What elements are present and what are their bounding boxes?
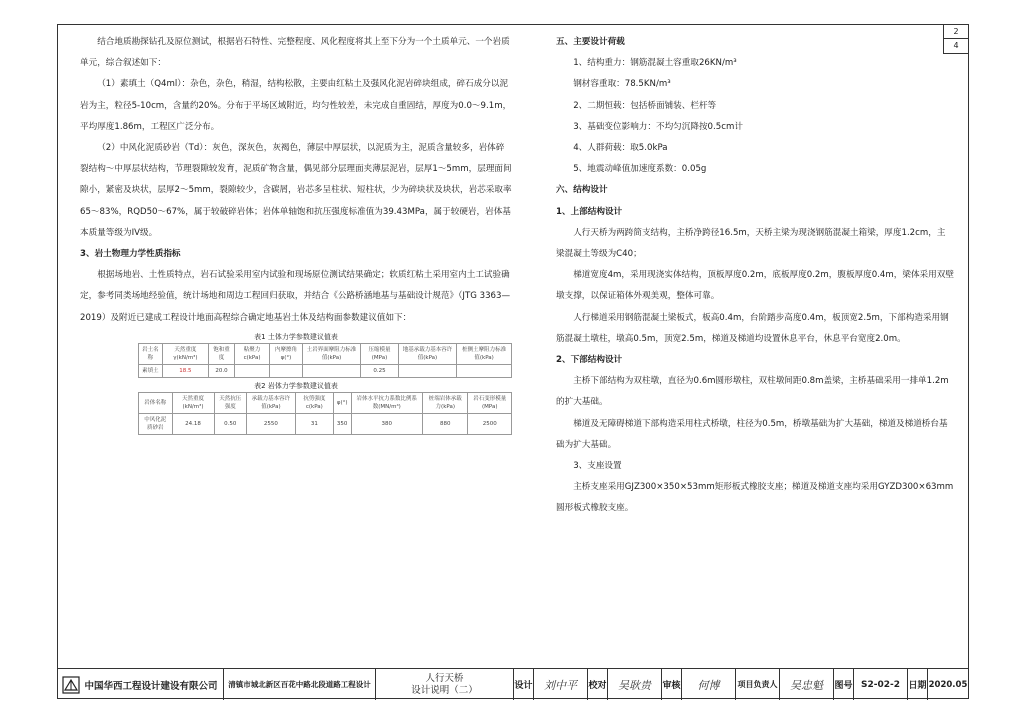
t1-h0: 岩土名称: [139, 343, 163, 364]
t2-h6: 岩体水平抗力系数比例系数(MN/m⁴): [351, 392, 423, 413]
soil-parameter-table: [138, 343, 512, 378]
t2-c4: 31: [295, 413, 333, 434]
drawing-title-1: 人行天桥: [425, 672, 464, 684]
designer-signature: 刘中平: [534, 669, 588, 700]
date-value: 2020.05: [928, 679, 968, 690]
superstructure-p1: 人行天桥为两跨简支结构，主桥净跨径16.5m，天桥主梁为现浇钢筋混凝土箱梁，厚度1.2cm，主梁混凝土等级为C40；: [556, 227, 946, 260]
section-3-heading: 3、岩土物理力学性质指标: [80, 249, 181, 260]
substructure-p1: 主桥下部结构为双柱墩，直径为0.6m圆形墩柱，双柱墩间距0.8m盖梁，主桥基础采用一排单1.2m的扩大基础。: [556, 376, 949, 408]
t2-c2: 0.50: [214, 413, 246, 434]
checker-signature: 吴耿贵: [608, 669, 662, 700]
load-item-3: 3、基础变位影响力：不均匀沉降按0.5cm计: [573, 121, 743, 132]
rock-parameter-table: [138, 392, 512, 435]
t1-c5: [302, 364, 360, 377]
section-6-heading: 六、结构设计: [556, 185, 608, 196]
t2-h7: 桩端岩体承载力(kPa): [423, 392, 468, 413]
superstructure-p2: 梯道宽度4m，采用现浇实体结构，顶板厚度0.2m，底板厚度0.2m，腹板厚度0.4m，梁体采用双壁墩支撑，以保证箱体外观美观，整体可靠。: [556, 270, 954, 302]
drawing-number: S2-02-2: [854, 669, 908, 700]
company-cell: [57, 669, 224, 700]
t2-c3: 2550: [246, 413, 295, 434]
t1-c0: 素填土: [139, 364, 163, 377]
t2-h3: 承载力基本容许值(kPa): [246, 392, 295, 413]
project-name: 清镇市城北新区百花中路北段道路工程设计: [224, 669, 376, 700]
table2-caption: 表2 岩体力学参数建议值表: [254, 381, 338, 390]
t1-c4: [270, 364, 303, 377]
t1-h7: 地基承载力基本容许值(kPa): [398, 343, 456, 364]
t1-c8: [457, 364, 512, 377]
t1-c1: 18.5: [162, 364, 208, 377]
load-item-4: 4、人群荷载：取5.0kPa: [573, 143, 668, 154]
date-label: 日期: [908, 669, 928, 700]
load-item-1b: 钢材容重取：78.5KN/m³: [573, 79, 671, 90]
t2-h2: 天然抗压强度: [214, 392, 246, 413]
table1-data-row: [139, 364, 512, 377]
project-lead-signature: 吴忠魁: [780, 669, 834, 700]
load-item-5: 5、地震动峰值加速度系数：0.05g: [573, 164, 707, 175]
table1-header-row: [139, 343, 512, 364]
t1-c7: [398, 364, 456, 377]
substructure-heading: 2、下部结构设计: [556, 355, 623, 366]
page-total: 4: [953, 41, 959, 50]
t1-h8: 桩侧土摩阻力标准值(kPa): [457, 343, 512, 364]
table2-data-row: [139, 413, 512, 434]
project-lead-label: 项目负责人: [736, 669, 780, 700]
check-label: 校对: [588, 669, 608, 700]
superstructure-p3: 人行梯道采用钢筋混凝土梁板式，板高0.4m，台阶踏步高度0.4m，板顶宽2.5m，下部构造采用钢筋混凝土墩柱，墩高0.5m，顶宽2.5m，梯道及梯道均设置休息平台，休息平台宽度2.0m。: [556, 312, 949, 344]
company-logo-icon: [62, 676, 80, 694]
t2-h0: 岩体名称: [139, 392, 173, 413]
t2-h8: 岩石变形模量(MPa): [468, 392, 512, 413]
bearing-heading: 3、支座设置: [573, 461, 622, 472]
review-label: 审核: [662, 669, 682, 700]
t1-h6: 压缩模量(MPa): [361, 343, 398, 364]
section-5-heading: 五、主要设计荷载: [556, 37, 625, 47]
substructure-p2: 梯道及无障碍梯道下部构造采用柱式桥墩，柱径为0.5m，桥墩基础为扩大基础，梯道及梯道桥台基础为扩大基础。: [556, 418, 948, 450]
fill-soil-paragraph: （1）素填土（Q4ml）：杂色，杂色，稍湿，结构松散，主要由红粘土及强风化泥岩碎块组成，碎石成分以泥岩为主，粒径5-10cm，含量约20%。分布于平场区域附近，均匀性较差，未完成自重固结，厚度为0.0～9.1m，平均厚度1.86m，工程区广泛分布。: [80, 79, 512, 132]
t1-c3: [234, 364, 269, 377]
table1-caption: 表1 土体力学参数建议值表: [254, 332, 338, 341]
right-column: [556, 32, 954, 520]
drawing-title-2: 设计说明（二）: [411, 684, 478, 696]
company-name: 中国华西工程设计建设有限公司: [84, 680, 218, 692]
page-current: 2: [944, 25, 968, 39]
t2-h5: φ(°): [333, 392, 351, 413]
t1-c2: 20.0: [209, 364, 235, 377]
drawing-no-label: 图号: [834, 669, 854, 700]
t1-h1: 天然重度γ(kN/m³): [162, 343, 208, 364]
title-block: [57, 668, 969, 700]
superstructure-heading: 1、上部结构设计: [556, 206, 623, 217]
drawing-title-cell: [376, 669, 514, 700]
intro-paragraph: 结合地质勘探钻孔及原位测试，根据岩石特性、完整程度、风化程度将其上至下分为一个土质单元、一个岩质单元，综合叙述如下：: [80, 37, 510, 69]
bearing-paragraph: 主桥支座采用GJZ300×350×53mm矩形板式橡胶支座；梯道及梯道支座均采用GYZD300×63mm圆形板式橡胶支座。: [556, 482, 954, 514]
design-label: 设计: [514, 669, 534, 700]
t2-c5: 350: [333, 413, 351, 434]
t1-h2: 饱和重度: [209, 343, 235, 364]
t2-c1: 24.18: [172, 413, 214, 434]
table2-header-row: [139, 392, 512, 413]
t1-c6: 0.25: [361, 364, 398, 377]
t2-c0: 中风化泥质砂岩: [139, 413, 173, 434]
reviewer-signature: 何博: [682, 669, 736, 700]
parameters-paragraph: 根据场地岩、土性质特点，岩石试验采用室内试验和现场原位测试结果确定；软质红粘土采用室内土工试验确定，参考同类场地经验值，统计场地和周边工程回归获取，并结合《公路桥涵地基与基础设计规范》（JTG 3363—2019）及附近已建成工程设计地面高程综合确定地基岩土体及结构面参数建议值如下：: [80, 270, 511, 323]
t2-c6: 380: [351, 413, 423, 434]
t1-h4: 内摩擦角φ(°): [270, 343, 303, 364]
t2-c7: 880: [423, 413, 468, 434]
load-item-1: 1、结构重力：钢筋混凝土容重取26KN/m³: [573, 58, 737, 69]
load-item-2: 2、二期恒载：包括桥面铺装、栏杆等: [573, 100, 717, 111]
t2-h1: 天然重度(kN/m³): [172, 392, 214, 413]
t1-h3: 粘聚力c(kPa): [234, 343, 269, 364]
sandstone-paragraph: （2）中风化泥质砂岩（Td）：灰色，深灰色，灰褐色，薄层中厚层状，以泥质为主，泥质含量较多，岩体碎裂结构～中厚层状结构，节理裂隙较发育，泥质矿物含量，偶见部分层理面夹薄层泥岩，层厚1～5mm，层理面间隙小，紧密及块状，层厚2～5mm，裂隙较少，含碳屑，岩芯多呈柱状、短柱状，少为碎块状及块状，岩芯采取率65～83%，RQD50～67%，属于较破碎岩体；岩体单轴饱和抗压强度标准值为39.43MPa，属于较硬岩，岩体基本质量等级为IV级。: [80, 143, 512, 238]
t1-h5: 土岩界面摩阻力标准值(kPa): [302, 343, 360, 364]
t2-h4: 抗剪强度c(kPa): [295, 392, 333, 413]
t2-c8: 2500: [468, 413, 512, 434]
left-column: [80, 32, 512, 435]
